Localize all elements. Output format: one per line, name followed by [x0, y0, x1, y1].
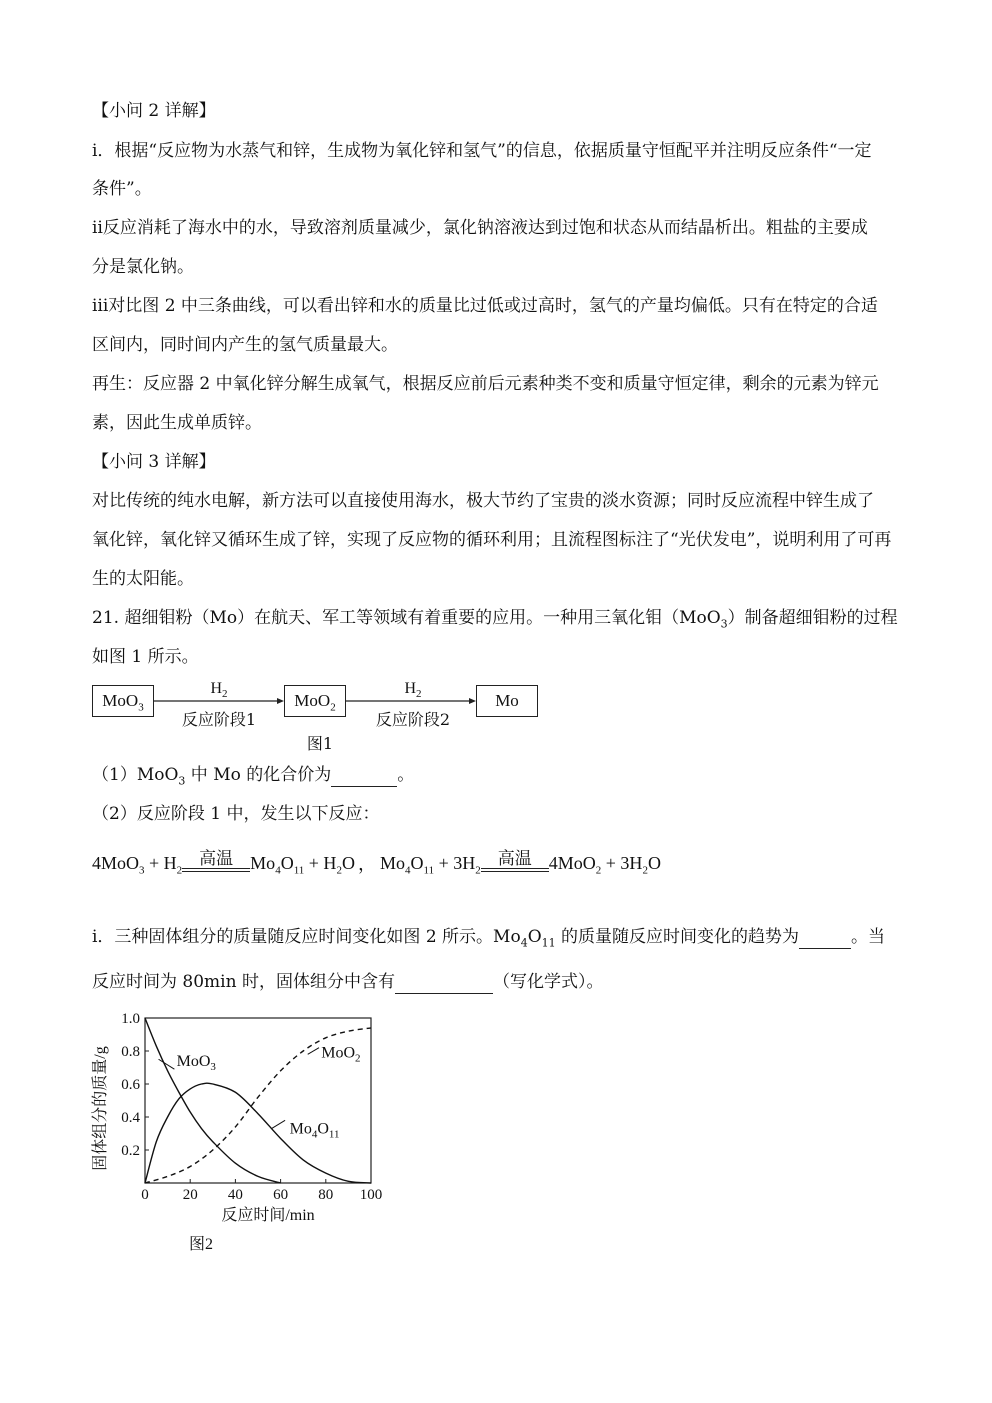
y-tick-label: 0.8: [121, 1044, 140, 1060]
y-tick-label: 0.2: [121, 1143, 140, 1159]
answer-blank-components[interactable]: [395, 971, 493, 994]
eq2-left: $Mo_4O_{11} + 3H_2$: [380, 853, 481, 877]
y-tick-label: 0.4: [121, 1110, 140, 1126]
section2-p4-line2: 素，因此生成单质锌。: [92, 413, 262, 433]
flow-caption: 图1: [306, 734, 334, 753]
series-line-moo3: [145, 1018, 281, 1183]
section2-heading: 【小问 2 详解】: [92, 101, 216, 121]
flow-arrowhead-2-icon: [469, 698, 476, 704]
equation-1: [92, 850, 355, 877]
flow-box-mo: Mo: [476, 685, 538, 717]
q21-sub2: （2）反应阶段 1 中，发生以下反应：: [92, 804, 380, 824]
section2-p2-line2: 分是氯化钠。: [92, 257, 194, 277]
y-tick-label: 1.0: [121, 1011, 140, 1027]
series-label-mo4o11: $Mo_4O_{11}$: [289, 1120, 340, 1141]
section3-line1: 对比传统的纯水电解，新方法可以直接使用海水，极大节约了宝贵的淡水资源；同时反应流程中锌生成了: [92, 491, 874, 511]
series-label-moo3: MoO$_3$: [176, 1052, 216, 1073]
chart-caption: 图2: [188, 1236, 214, 1253]
x-axis-label: 反应时间/min: [221, 1207, 315, 1224]
flow-box-moo2: MoO$_2$: [284, 685, 346, 717]
q21-i-line2: 反应时间为 80min 时，固体组分中含有 （写化学式）。: [92, 972, 604, 992]
section2-p1-line2: 条件”。: [92, 179, 152, 199]
y-tick-label: 0.6: [121, 1077, 140, 1093]
series-label-moo2: MoO$_2$: [321, 1044, 361, 1065]
eq1-left: $4MoO_3 + H_2$: [92, 853, 183, 877]
plot-frame: [145, 1018, 371, 1183]
x-tick-label: 40: [227, 1187, 243, 1203]
eq1-condition: 高温: [182, 850, 250, 877]
eq2-condition: 高温: [481, 850, 549, 877]
section3-line3: 生的太阳能。: [92, 569, 194, 589]
flow-arrow1-reagent: $H_2$: [210, 680, 228, 701]
section2-p4-line1: 再生：反应器 2 中氧化锌分解生成氧气，根据反应前后元素种类不变和质量守恒定律，剩余的元素为锌元: [92, 374, 879, 394]
x-tick-label: 0: [141, 1187, 149, 1203]
flow-arrow1-stage: 反应阶段1: [181, 710, 257, 729]
label-leader-moo2: [308, 1048, 319, 1055]
section3-line2: 氧化锌，氧化锌又循环生成了锌，实现了反应物的循环利用；且流程图标注了“光伏发电”，说明利用了可再: [92, 530, 892, 550]
flow-box-moo3: MoO$_3$: [92, 685, 154, 717]
section2-p1-line1: ⅰ．根据“反应物为水蒸气和锌，生成物为氧化锌和氢气”的信息，依据质量守恒配平并注明反应条件“一定: [92, 141, 872, 161]
eq-separator: ，: [358, 854, 376, 874]
equation-2: [380, 850, 661, 877]
q21-line1: 21. 超细钼粉（Mo）在航天、军工等领域有着重要的应用。一种用三氧化钼（MoO$_3$）制备超细钼粉的过程: [92, 608, 898, 631]
answer-blank-trend[interactable]: [799, 926, 851, 949]
eq2-right: $4MoO_2 + 3H_2O$: [548, 853, 661, 877]
label-leader-mo4o11: [272, 1120, 286, 1128]
x-tick-label: 20: [182, 1187, 198, 1203]
section2-p2-line1: ⅱ反应消耗了海水中的水，导致溶剂质量减少，氯化钠溶液达到过饱和状态从而结晶析出。粗盐的主要成: [92, 218, 868, 238]
q21-i-line1: ⅰ．三种固体组分的质量随反应时间变化如图 2 所示。$Mo_4O_{11}$ 的质量随反应时间变化的趋势为 。当: [92, 927, 886, 950]
section2-p3-line2: 区间内，同时间内产生的氢气质量最大。: [92, 335, 398, 355]
mass-time-chart: [85, 1005, 405, 1260]
x-tick-label: 100: [359, 1187, 383, 1203]
section2-p3-line1: ⅲ对比图 2 中三条曲线，可以看出锌和水的质量比过低或过高时，氢气的产量均偏低。只有在特定的合适: [92, 296, 878, 316]
y-axis-label: 固体组分的质量/g: [92, 1046, 109, 1171]
answer-blank-valence[interactable]: [331, 764, 397, 787]
flow-arrow2-reagent: $H_2$: [404, 680, 422, 701]
q21-sub1: （1）MoO$_3$ 中 Mo 的化合价为 。: [92, 765, 415, 788]
eq1-right: $Mo_4O_{11} + H_2O$: [250, 853, 355, 877]
section3-heading: 【小问 3 详解】: [92, 452, 216, 472]
flow-arrow2-stage: 反应阶段2: [375, 710, 451, 729]
x-tick-label: 60: [273, 1187, 289, 1203]
q21-line2: 如图 1 所示。: [92, 647, 199, 667]
flow-arrowhead-1-icon: [277, 698, 284, 704]
x-tick-label: 80: [318, 1187, 334, 1203]
